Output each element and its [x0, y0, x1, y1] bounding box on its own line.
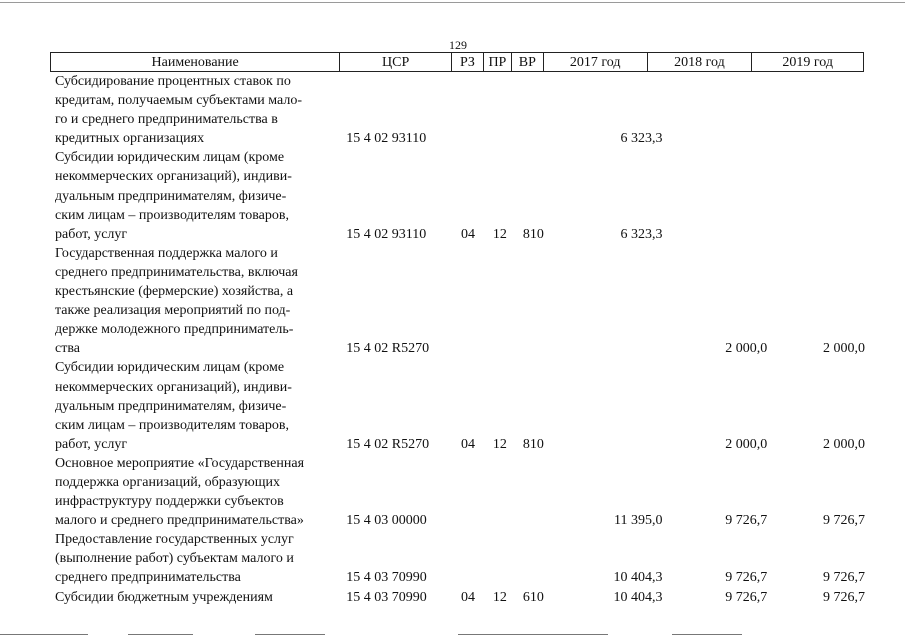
- header-csr: ЦСР: [340, 53, 452, 71]
- cell-csr: 15 4 03 70990: [346, 589, 427, 605]
- cell-csr: 15 4 03 70990: [346, 570, 427, 586]
- table-row: [55, 72, 865, 148]
- cell-name: [55, 72, 346, 148]
- table-header: [50, 52, 864, 72]
- cell-name-line: среднего предпринимательства, включая: [55, 264, 298, 280]
- table-row: [55, 454, 865, 530]
- header-pr: ПР: [484, 53, 512, 71]
- cell-name-line: ства: [55, 341, 80, 357]
- cell-name-line: кредитам, получаемым субъектами мало-: [55, 93, 302, 109]
- cell-2017: 10 404,3: [613, 589, 663, 605]
- scan-bottom-line: [458, 634, 608, 635]
- cell-rz: 04: [461, 589, 475, 605]
- cell-2019: 9 726,7: [823, 589, 865, 605]
- cell-2019: 9 726,7: [823, 570, 865, 586]
- cell-pr: 12: [492, 226, 507, 242]
- cell-name-line: работ, услуг: [55, 226, 128, 242]
- cell-name: [55, 588, 346, 607]
- cell-name-line: ским лицам – производителям товаров,: [55, 417, 289, 433]
- header-vr: ВР: [512, 53, 544, 71]
- cell-vr: 610: [522, 589, 544, 605]
- cell-vr: 810: [522, 226, 544, 242]
- scan-bottom-line: [672, 634, 742, 635]
- cell-rz: 04: [461, 436, 475, 452]
- cell-2018: 9 726,7: [725, 589, 768, 605]
- scan-bottom-lines: [0, 634, 905, 636]
- cell-csr: 15 4 02 R5270: [346, 341, 430, 357]
- page-number: 129: [449, 38, 467, 52]
- cell-csr: 15 4 02 93110: [346, 226, 427, 242]
- cell-name-line: малого и среднего предпринимательства»: [55, 513, 304, 529]
- scan-bottom-line: [0, 634, 88, 635]
- cell-2017: 6 323,3: [620, 226, 663, 242]
- cell-name: [55, 244, 346, 359]
- cell-2018: 9 726,7: [725, 570, 768, 586]
- cell-pr: 12: [492, 589, 507, 605]
- cell-name: [55, 530, 346, 587]
- table-row: [55, 244, 865, 359]
- cell-2018: 2 000,0: [725, 341, 768, 357]
- cell-name-line: Субсидии юридическим лицам (кроме: [55, 360, 285, 376]
- cell-csr: 15 4 03 00000: [346, 513, 427, 529]
- cell-name-line: дуальным предпринимателям, физиче-: [55, 398, 287, 414]
- cell-name-line: некоммерческих организаций), индиви-: [55, 169, 292, 185]
- scan-bottom-line: [128, 634, 193, 635]
- header-name: Наименование: [51, 53, 340, 71]
- cell-2019: 2 000,0: [823, 341, 865, 357]
- table-body: [55, 72, 865, 607]
- cell-name: [55, 148, 346, 243]
- cell-2018: 2 000,0: [725, 436, 768, 452]
- cell-name-line: некоммерческих организаций), индиви-: [55, 379, 292, 395]
- cell-name-line: инфраструктуру поддержки субъектов: [55, 494, 284, 510]
- cell-name-line: Основное мероприятие «Государственная: [55, 455, 305, 471]
- cell-name-line: также реализация мероприятий по под-: [55, 303, 291, 319]
- cell-name: [55, 454, 346, 530]
- cell-name-line: ским лицам – производителям товаров,: [55, 207, 289, 223]
- cell-name-line: го и среднего предпринимательства в: [55, 112, 278, 128]
- cell-name-line: Государственная поддержка малого и: [55, 245, 278, 261]
- cell-name-line: поддержка организаций, образующих: [55, 474, 280, 490]
- cell-csr: 15 4 02 R5270: [346, 436, 430, 452]
- cell-name-line: Субсидии бюджетным учреждениям: [55, 589, 273, 605]
- cell-2018: 9 726,7: [725, 513, 768, 529]
- cell-name-line: Субсидии юридическим лицам (кроме: [55, 150, 285, 166]
- cell-name-line: Субсидирование процентных ставок по: [55, 74, 291, 89]
- scan-bottom-line: [255, 634, 325, 635]
- cell-name-line: кредитных организациях: [55, 131, 205, 147]
- table-row: [55, 588, 865, 607]
- cell-name-line: крестьянские (фермерские) хозяйства, а: [55, 284, 294, 300]
- cell-2019: 9 726,7: [823, 513, 865, 529]
- cell-name: [55, 358, 346, 453]
- header-2018: 2018 год: [648, 53, 753, 71]
- cell-name-line: держке молодежного предприниматель-: [55, 322, 294, 338]
- cell-2017: 6 323,3: [620, 131, 663, 147]
- cell-rz: 04: [461, 226, 475, 242]
- cell-pr: 12: [492, 436, 507, 452]
- cell-name-line: (выполнение работ) субъектам малого и: [55, 551, 294, 567]
- cell-csr: 15 4 02 93110: [346, 131, 427, 147]
- cell-2019: 2 000,0: [823, 436, 865, 452]
- cell-name-line: среднего предпринимательства: [55, 570, 241, 586]
- cell-name-line: работ, услуг: [55, 436, 128, 452]
- cell-vr: 810: [522, 436, 544, 452]
- header-2019: 2019 год: [782, 55, 833, 70]
- header-2017: 2017 год: [544, 53, 648, 71]
- cell-name-line: Предоставление государственных услуг: [55, 532, 294, 548]
- cell-2017: 10 404,3: [613, 570, 663, 586]
- scan-edge-line: [0, 2, 905, 3]
- header-rz: РЗ: [452, 53, 484, 71]
- cell-2017: 11 395,0: [614, 513, 663, 529]
- table-row: [55, 148, 865, 243]
- cell-name-line: дуальным предпринимателям, физиче-: [55, 188, 287, 204]
- table-row: [55, 358, 865, 453]
- table-row: [55, 530, 865, 587]
